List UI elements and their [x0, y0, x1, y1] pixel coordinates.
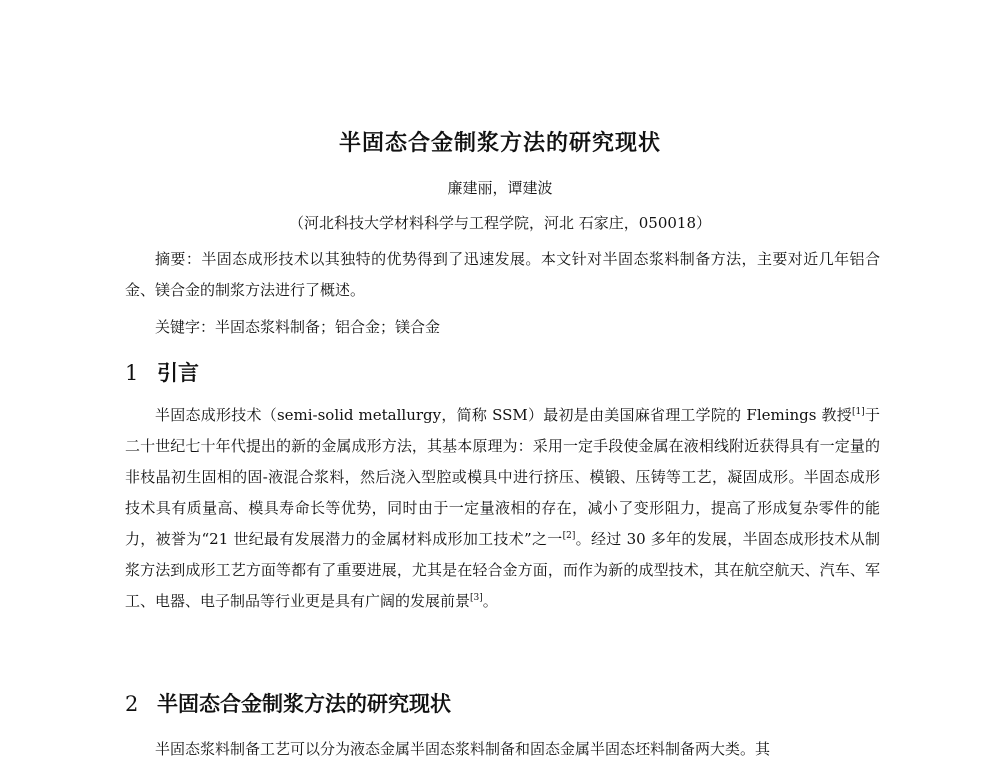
- paper-title: 半固态合金制浆方法的研究现状: [338, 131, 661, 156]
- keywords-label: 关键字：: [155, 318, 216, 336]
- section-1-number: 1: [125, 361, 139, 385]
- section-1-title: 引言: [157, 361, 199, 385]
- section-2-heading: [125, 689, 451, 719]
- intro-text-d: 。: [482, 592, 498, 610]
- section-2-paragraph: [125, 734, 880, 765]
- paper-authors: 廉建丽，谭建波: [447, 179, 553, 197]
- intro-text-b: 于二十世纪七十年代提出的新的金属成形方法，其基本原理为：采用一定手段使金属在液相线附近获得具有一定量的非枝晶初生固相的固-液混合浆料，然后浇入型腔或模具中进行挤压、模锻、压铸等工艺，凝固成形。半固态成形技术具有质量高、模具寿命长等优势，同时由于一定量液相的存在，减小了变形阻力，提高了形成复杂零件的能力，被誉为“21 世纪最有发展潜力的金属材料成形加工技术”之一: [125, 406, 880, 548]
- intro-text-c: 。经过 30 多年的发展，半固态成形技术从制浆方法到成形工艺方面等都有了重要进展，尤其是在轻合金方面，而作为新的成型技术，其在航空航天、汽车、军工、电器、电子制品等行业更是具有广阔的发展前景: [125, 530, 880, 610]
- section-2-number: 2: [125, 692, 139, 716]
- abstract-paragraph: [125, 244, 880, 306]
- abstract-text: 半固态成形技术以其独特的优势得到了迅速发展。本文针对半固态浆料制备方法，主要对近几年铝合金、镁合金的制浆方法进行了概述。: [125, 250, 880, 299]
- keywords-paragraph: [125, 312, 880, 343]
- introduction-paragraph: [125, 400, 880, 617]
- paper-affiliation: （河北科技大学材料科学与工程学院，河北 石家庄，050018）: [288, 214, 712, 232]
- intro-text-a: 半固态成形技术（semi-solid metallurgy，简称 SSM）最初是由美国麻省理工学院的 Flemings 教授: [155, 406, 852, 424]
- section-2-title: 半固态合金制浆方法的研究现状: [157, 692, 451, 716]
- abstract-label: 摘要：: [155, 250, 202, 268]
- reference-1: [1]: [852, 407, 865, 417]
- section-1-heading: [125, 358, 199, 388]
- reference-3: [3]: [470, 593, 483, 603]
- keywords-text: 半固态浆料制备；铝合金；镁合金: [215, 318, 441, 336]
- reference-2: [2]: [562, 531, 576, 541]
- section-2-text: 半固态浆料制备工艺可以分为液态金属半固态浆料制备和固态金属半固态坯料制备两大类。其: [155, 740, 771, 758]
